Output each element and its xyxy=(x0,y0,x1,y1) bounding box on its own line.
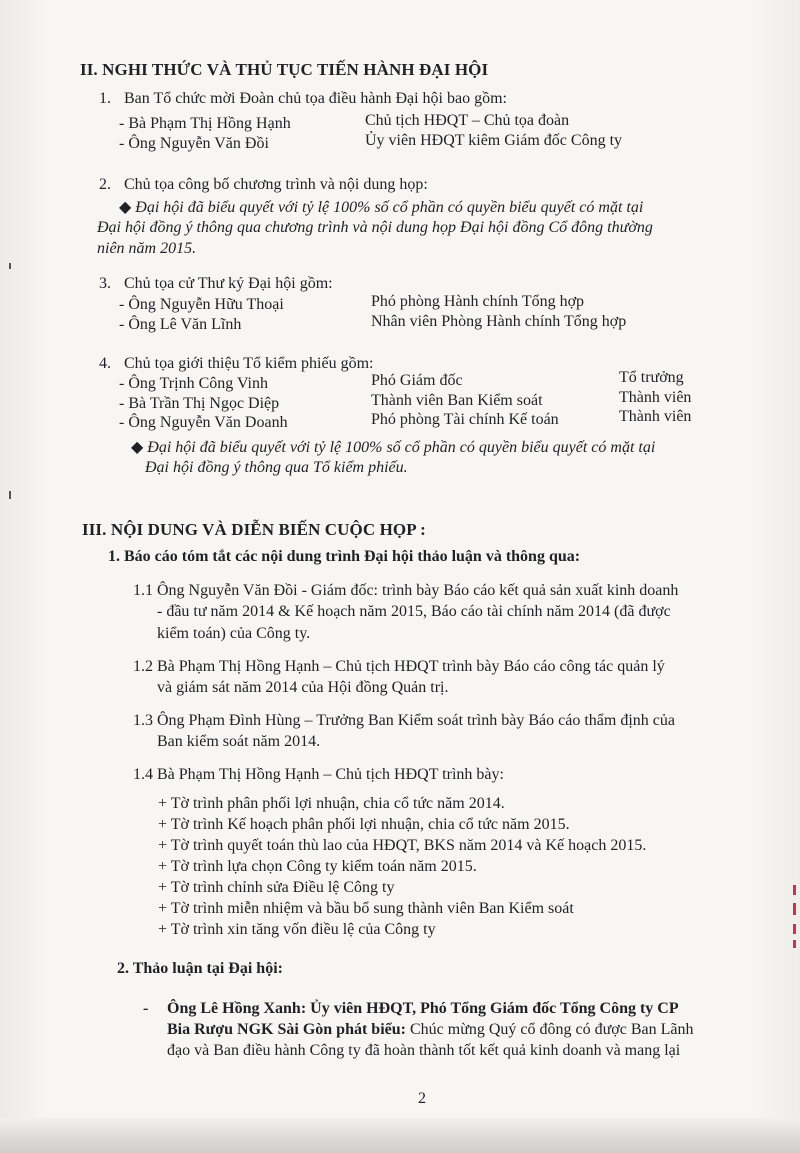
scan-mark xyxy=(793,885,796,895)
section-2-heading: II. NGHI THỨC VÀ THỦ TỤC TIẾN HÀNH ĐẠI HỘI xyxy=(80,60,489,79)
chair-role-1: Chủ tịch HĐQT – Chủ tọa đoàn xyxy=(365,112,570,129)
para-1-1-line-3: kiểm toán) của Công ty. xyxy=(157,625,311,642)
proposal-item: + Tờ trình miễn nhiệm và bầu bổ sung thành viên Ban Kiểm soát xyxy=(158,900,574,917)
item-2-note-line-3: niên năm 2015. xyxy=(97,240,197,257)
counter-role-2: Thành viên Ban Kiểm soát xyxy=(371,392,543,409)
item-1-text: Ban Tổ chức mời Đoàn chủ tọa điều hành Đại hội bao gồm: xyxy=(124,90,507,107)
secretary-name-1: - Ông Nguyễn Hữu Thoại xyxy=(119,296,284,313)
secretary-role-1: Phó phòng Hành chính Tổng hợp xyxy=(371,293,585,310)
para-1-3-line-1: 1.3 Ông Phạm Đình Hùng – Trưởng Ban Kiểm soát trình bày Báo cáo thẩm định của xyxy=(133,712,675,729)
page-bottom-shadow xyxy=(0,1118,800,1153)
item-3-number: 3. xyxy=(99,275,111,292)
discussion-speaker-line-1: Ông Lê Hồng Xanh: Ủy viên HĐQT, Phó Tổng Giám đốc Tổng Công ty CP xyxy=(167,1000,679,1017)
item-1-number: 1. xyxy=(99,90,111,107)
item-4-number: 4. xyxy=(99,355,111,372)
subsection-1-title: 1. Báo cáo tóm tắt các nội dung trình Đại hội thảo luận và thông qua: xyxy=(108,548,581,565)
item-2-note-line-2: Đại hội đồng ý thông qua chương trình và nội dung họp Đại hội đồng Cổ đông thường xyxy=(97,219,653,236)
item-3-text: Chủ tọa cử Thư ký Đại hội gồm: xyxy=(124,275,333,292)
para-1-3-line-2: Ban kiểm soát năm 2014. xyxy=(157,733,321,750)
chair-name-2: - Ông Nguyễn Văn Đồi xyxy=(119,135,269,152)
proposal-item: + Tờ trình Kế hoạch phân phối lợi nhuận, chia cổ tức năm 2015. xyxy=(158,816,570,833)
proposal-item: + Tờ trình xin tăng vốn điều lệ của Công ty xyxy=(158,921,436,938)
subsection-2-title: 2. Thảo luận tại Đại hội: xyxy=(117,960,283,977)
para-1-4: 1.4 Bà Phạm Thị Hồng Hạnh – Chủ tịch HĐQT trình bày: xyxy=(133,766,504,783)
scan-mark xyxy=(793,903,796,915)
item-4-note-line-1: ◆ Đại hội đã biểu quyết với tỷ lệ 100% số cổ phần có quyền biểu quyết có mặt tại xyxy=(131,439,656,456)
para-1-2-line-2: và giám sát năm 2014 của Hội đồng Quản trị. xyxy=(157,679,449,696)
item-4-text: Chủ tọa giới thiệu Tổ kiểm phiếu gồm: xyxy=(124,355,374,372)
counter-position-1: Tổ trưởng xyxy=(619,369,684,386)
proposal-item: + Tờ trình quyết toán thù lao của HĐQT, BKS năm 2014 và Kế hoạch 2015. xyxy=(158,837,647,854)
secretary-role-2: Nhân viên Phòng Hành chính Tổng hợp xyxy=(371,313,627,330)
scan-mark xyxy=(793,924,796,934)
discussion-speech-start: Chúc mừng Quý cổ đông có được Ban Lãnh xyxy=(405,1021,694,1038)
item-2-number: 2. xyxy=(99,176,111,193)
item-2-text: Chủ tọa công bố chương trình và nội dung họp: xyxy=(124,176,428,193)
para-1-1-line-1: 1.1 Ông Nguyễn Văn Đồi - Giám đốc: trình bày Báo cáo kết quả sản xuất kinh doanh xyxy=(133,582,679,599)
counter-position-2: Thành viên xyxy=(619,389,692,406)
counter-name-2: - Bà Trần Thị Ngọc Diệp xyxy=(119,395,280,412)
discussion-speaker-name: Bia Rượu NGK Sài Gòn phát biểu: xyxy=(167,1021,406,1038)
scan-mark xyxy=(793,940,796,948)
para-1-2-line-1: 1.2 Bà Phạm Thị Hồng Hạnh – Chủ tịch HĐQT trình bày Báo cáo công tác quản lý xyxy=(133,658,665,675)
proposal-item: + Tờ trình chỉnh sửa Điều lệ Công ty xyxy=(158,879,395,896)
proposal-item: + Tờ trình lựa chọn Công ty kiểm toán năm 2015. xyxy=(158,858,477,875)
secretary-name-2: - Ông Lê Văn Lĩnh xyxy=(119,316,242,333)
counter-name-3: - Ông Nguyễn Văn Doanh xyxy=(119,414,288,431)
counter-role-3: Phó phòng Tài chính Kế toán xyxy=(371,411,559,428)
item-4-note-line-2: Đại hội đồng ý thông qua Tổ kiểm phiếu. xyxy=(145,459,408,476)
counter-name-1: - Ông Trịnh Công Vinh xyxy=(119,375,268,392)
chair-name-1: - Bà Phạm Thị Hồng Hạnh xyxy=(119,115,291,132)
discussion-dash: - xyxy=(143,1000,149,1017)
para-1-1-line-2: - đầu tư năm 2014 & Kế hoạch năm 2015, Báo cáo tài chính năm 2014 (đã được xyxy=(157,603,671,620)
proposal-item: + Tờ trình phân phối lợi nhuận, chia cổ tức năm 2014. xyxy=(158,795,505,812)
page-number: 2 xyxy=(418,1090,426,1107)
section-3-heading: III. NỘI DUNG VÀ DIỄN BIẾN CUỘC HỌP : xyxy=(82,520,426,539)
discussion-speech-line-3: đạo và Ban điều hành Công ty đã hoàn thành tốt kết quả kinh doanh và mang lại xyxy=(167,1042,681,1059)
item-2-note-line-1: ◆ Đại hội đã biểu quyết với tỷ lệ 100% số cổ phần có quyền biểu quyết có mặt tại xyxy=(119,199,644,216)
counter-position-3: Thành viên xyxy=(619,408,692,425)
counter-role-1: Phó Giám đốc xyxy=(371,372,463,389)
discussion-speaker-line-2 xyxy=(167,1021,694,1039)
chair-role-2: Ủy viên HĐQT kiêm Giám đốc Công ty xyxy=(365,132,623,149)
scan-speck xyxy=(9,491,11,499)
scan-speck xyxy=(9,263,11,269)
